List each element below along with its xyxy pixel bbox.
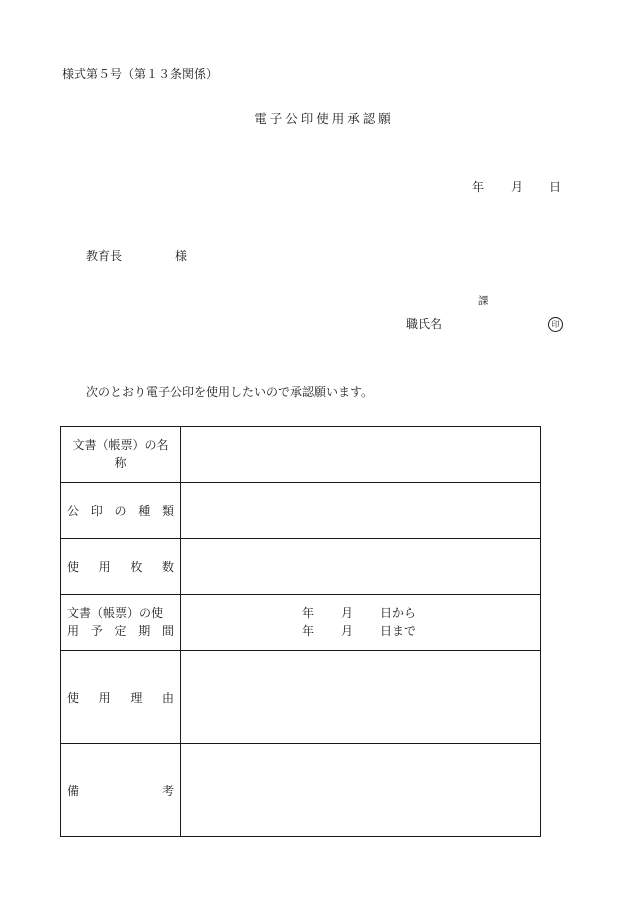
period-to-day: 日まで: [380, 623, 417, 638]
label-document-name-line1: 文書（帳票）の名: [72, 438, 169, 453]
label-usage-reason-char: 使: [67, 690, 80, 705]
usage-period-field[interactable]: [181, 595, 541, 651]
label-seal-type-char: 類: [161, 504, 174, 518]
label-usage-reason-char: 由: [161, 690, 174, 705]
date-year-label: 年: [472, 180, 485, 194]
label-seal-type-text: [67, 502, 174, 519]
label-usage-count-char: 用: [98, 560, 111, 574]
label-usage-period-line2: [67, 623, 174, 640]
seal-icon: 印: [548, 317, 563, 332]
applicant-name-label: 職氏名: [406, 317, 443, 331]
table-row-usage-reason: [61, 651, 541, 744]
remarks-field[interactable]: [181, 744, 541, 837]
label-usage-reason-char: 用: [98, 690, 111, 705]
table-row-seal-type: [61, 483, 541, 539]
label-remarks-left: 備: [67, 783, 80, 798]
label-usage-period-line2-char: 定: [114, 623, 127, 638]
period-from-day: 日から: [380, 606, 417, 621]
label-remarks-right: 考: [161, 783, 174, 798]
label-usage-count-text: [67, 558, 174, 575]
label-usage-count-char: 枚: [130, 560, 143, 574]
section-label: 課: [478, 295, 489, 307]
label-seal-type-char: 印: [90, 504, 103, 518]
label-usage-period-line1: 文書（帳票）の使: [67, 606, 164, 621]
label-seal-type-char: の: [114, 504, 127, 518]
label-usage-period-line2-char: 間: [161, 623, 174, 638]
document-title: 電子公印使用承認願: [254, 111, 394, 126]
label-usage-reason: [61, 651, 181, 744]
table-row-usage-count: [61, 539, 541, 595]
label-usage-period-line2-char: 予: [90, 623, 103, 638]
period-from-year: 年: [302, 606, 315, 621]
usage-reason-field[interactable]: [181, 651, 541, 744]
label-usage-count: [61, 539, 181, 595]
date-day-label: 日: [549, 180, 562, 194]
label-usage-period: [61, 595, 181, 651]
period-from: [181, 605, 540, 622]
table-row-remarks: [61, 744, 541, 837]
label-usage-count-char: 数: [161, 560, 174, 574]
label-usage-reason-text: [67, 689, 174, 706]
form-number: 様式第５号（第１３条関係）: [62, 67, 219, 81]
label-document-name-line2: 称: [114, 455, 127, 470]
table-row-document-name: [61, 427, 541, 483]
table-row-usage-period: [61, 595, 541, 651]
application-form-table: [60, 426, 541, 837]
document-name-field[interactable]: [181, 427, 541, 483]
label-usage-period-line2-char: 期: [138, 623, 151, 638]
usage-count-field[interactable]: [181, 539, 541, 595]
label-usage-period-line2-char: 用: [67, 623, 80, 638]
label-usage-reason-char: 理: [130, 690, 143, 705]
period-to-year: 年: [302, 623, 315, 638]
seal-type-field[interactable]: [181, 483, 541, 539]
addressee-honorific: 様: [175, 249, 188, 263]
label-seal-type-char: 公: [67, 504, 80, 518]
period-from-month: 月: [341, 606, 354, 621]
label-seal-type: [61, 483, 181, 539]
label-document-name: [61, 427, 181, 483]
label-seal-type-char: 種: [138, 504, 151, 518]
request-statement: 次のとおり電子公印を使用したいので承認願います。: [86, 385, 374, 399]
period-to: [181, 623, 540, 640]
period-to-month: 月: [341, 623, 354, 638]
addressee-name: 教育長: [86, 249, 123, 263]
date-month-label: 月: [511, 180, 524, 194]
label-usage-count-char: 使: [67, 560, 80, 574]
label-remarks: [61, 744, 181, 837]
